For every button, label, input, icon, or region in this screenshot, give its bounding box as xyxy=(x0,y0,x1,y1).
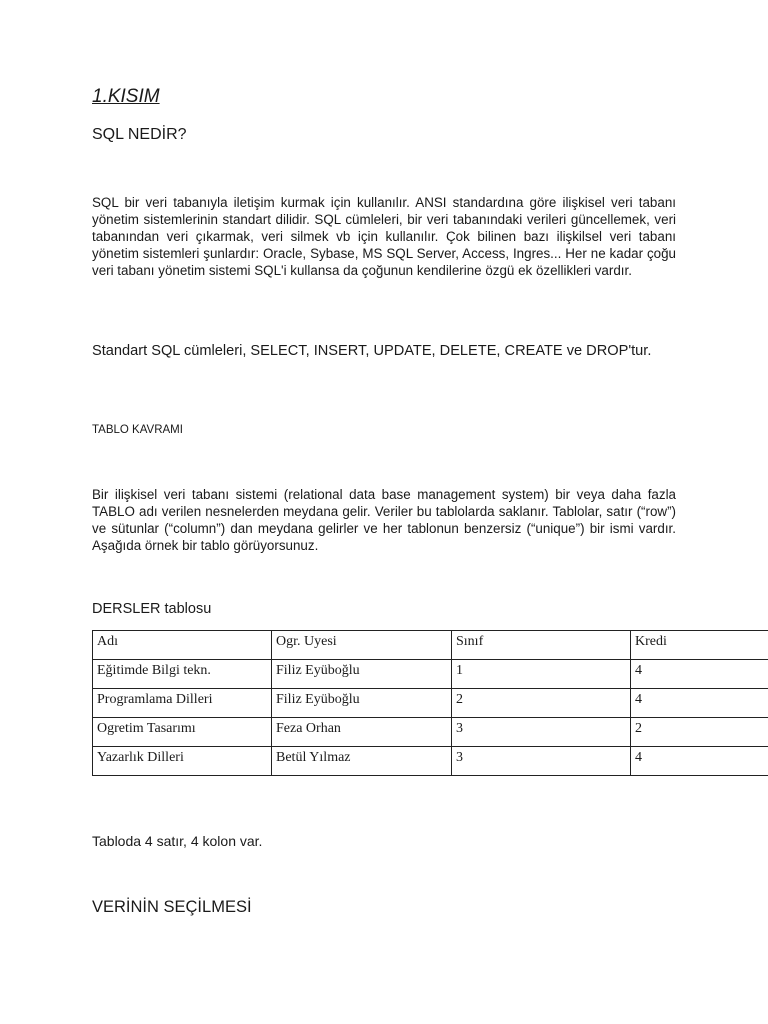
table-cell: Yazarlık Dilleri xyxy=(93,747,272,776)
table-header-cell: Kredi xyxy=(631,631,768,660)
table-cell: 2 xyxy=(452,689,631,718)
dersler-table xyxy=(92,630,768,776)
table-header-cell: Sınıf xyxy=(452,631,631,660)
table-cell: 3 xyxy=(452,718,631,747)
table-cell: Ogretim Tasarımı xyxy=(93,718,272,747)
sql-statements-paragraph: Standart SQL cümleleri, SELECT, INSERT, UPDATE, DELETE, CREATE ve DROP'tur. xyxy=(92,343,652,359)
subsection-title: TABLO KAVRAMI xyxy=(92,424,183,436)
table-cell: Programlama Dilleri xyxy=(93,689,272,718)
intro-paragraph: SQL bir veri tabanıyla iletişim kurmak için kullanılır. ANSI standardına göre ilişkisel veri tabanı yönetim sistemlerinin standart dilidir. SQL cümleleri, bir veri tabanındaki verileri güncellemek, veri tabanından veri çıkarmak, veri silmek vb için kullanılır. Çok bilinen bazı ilişkilsel veri tabanı yönetim sistemleri şunlardır: Oracle, Sybase, MS SQL Server, Access, Ingres... Her ne kadar çoğu veri tabanı yönetim sistemi SQL'i kullansa da çoğunun kendilerine özgü ek özellikleri vardır. xyxy=(92,195,676,278)
table-cell: 3 xyxy=(452,747,631,776)
table-cell: Filiz Eyüboğlu xyxy=(272,660,452,689)
table-cell: Betül Yılmaz xyxy=(272,747,452,776)
table-cell: Feza Orhan xyxy=(272,718,452,747)
table-header-cell: Ogr. Uyesi xyxy=(272,631,452,660)
table-row xyxy=(93,747,768,776)
table-header-row xyxy=(93,631,768,660)
table-caption: DERSLER tablosu xyxy=(92,601,212,617)
table-cell: 4 xyxy=(631,660,768,689)
table-row xyxy=(93,718,768,747)
table-note: Tabloda 4 satır, 4 kolon var. xyxy=(92,833,263,849)
next-section-title: VERİNİN SEÇİLMESİ xyxy=(92,898,252,916)
table-cell: 4 xyxy=(631,689,768,718)
table-cell: 1 xyxy=(452,660,631,689)
table-row xyxy=(93,689,768,718)
table-header-cell: Adı xyxy=(93,631,272,660)
table-row xyxy=(93,660,768,689)
section-title: SQL NEDİR? xyxy=(92,126,187,143)
table-cell: 2 xyxy=(631,718,768,747)
table-cell: Filiz Eyüboğlu xyxy=(272,689,452,718)
part-title: 1.KISIM xyxy=(92,86,160,107)
table-cell: 4 xyxy=(631,747,768,776)
table-concept-paragraph: Bir ilişkisel veri tabanı sistemi (relational data base management system) bir veya daha fazla TABLO adı verilen nesnelerden meydana gelir. Veriler bu tablolarda saklanır. Tablolar, satır (“row”) ve sütunlar (“column”) dan meydana gelirler ve her tablonun benzersiz (“unique”) bir ismi vardır. Aşağıda örnek bir tablo görüyorsunuz. xyxy=(92,487,676,553)
table-cell: Eğitimde Bilgi tekn. xyxy=(93,660,272,689)
